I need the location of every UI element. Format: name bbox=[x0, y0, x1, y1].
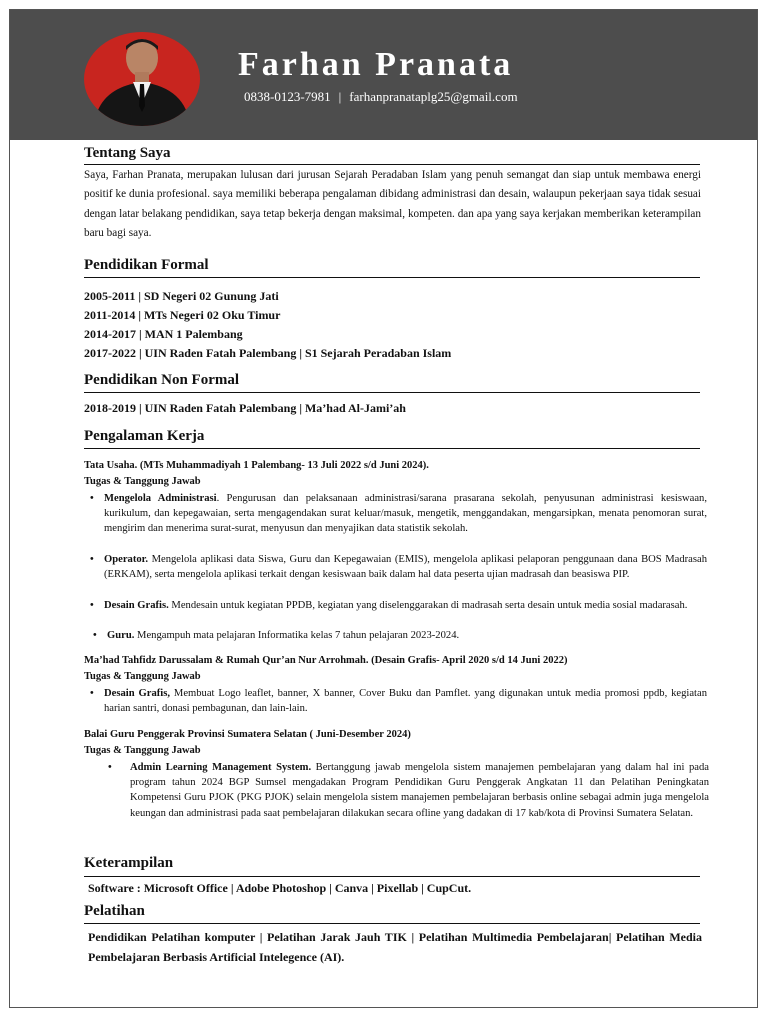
duty-item bbox=[90, 552, 707, 582]
experience-rule bbox=[84, 448, 700, 449]
duty-item-title: Admin Learning Management System. bbox=[130, 762, 312, 773]
about-heading: Tentang Saya bbox=[84, 145, 171, 161]
formal-education-rule bbox=[84, 277, 700, 278]
job-title: Balai Guru Penggerak Provinsi Sumatera Selatan ( Juni-Desember 2024) bbox=[84, 729, 411, 740]
experience-heading: Pengalaman Kerja bbox=[84, 428, 205, 444]
bullet-icon: • bbox=[90, 554, 94, 565]
duty-item bbox=[90, 598, 707, 613]
phone-number: 0838-0123-7981 bbox=[244, 89, 331, 104]
duty-item-title: Guru. bbox=[107, 630, 135, 641]
nonformal-education-rule bbox=[84, 392, 700, 393]
nonformal-education-entry: 2018-2019 | UIN Raden Fatah Palembang | Ma’had Al-Jami’ah bbox=[84, 401, 406, 415]
nonformal-education-heading: Pendidikan Non Formal bbox=[84, 372, 240, 388]
contact-separator: | bbox=[338, 89, 342, 104]
duty-item bbox=[90, 491, 708, 537]
bullet-icon: • bbox=[93, 630, 97, 641]
duty-item bbox=[90, 686, 707, 716]
duty-item-text: Membuat Logo leaflet, banner, X banner, Cover Buku dan Pamflet. yang digunakan untuk media promosi ppdb, kegiatan harian santri, donasi pembagunan, dan lain-lain. bbox=[104, 688, 707, 715]
job-title: Ma’had Tahfidz Darussalam & Rumah Qur’an Nur Arrohmah. (Desain Grafis- April 2020 s/d 14 Juni 2022) bbox=[84, 655, 568, 666]
email-address: farhanpranataplg25@gmail.com bbox=[349, 89, 518, 104]
duty-item-title: Desain Grafis, bbox=[104, 688, 170, 699]
duty-label: Tugas & Tanggung Jawab bbox=[84, 476, 201, 487]
skills-heading: Keterampilan bbox=[84, 855, 174, 871]
duty-item-title: Operator. bbox=[104, 554, 149, 565]
duty-label: Tugas & Tanggung Jawab bbox=[84, 671, 201, 682]
about-rule bbox=[84, 164, 700, 165]
duty-item-text: Mengampuh mata pelajaran Informatika kelas 7 tahun pelajaran 2023-2024. bbox=[134, 630, 460, 641]
duty-item-title: Desain Grafis. bbox=[104, 600, 169, 611]
about-text: Saya, Farhan Pranata, merupakan lulusan dari jurusan Sejarah Peradaban Islam yang penuh semangat dan siap untuk membawa energi positif ke dunia profesional. saya memiliki beberapa pengalaman dibidang administrasi dan desain, walaupun pekerjaan saya tidak sesuai dengan latar belakang pendidikan, saya tetap bekerja dengan maksimal, kompeten. dan apa yang saya kerjakan memberikan keterampilan baru bagi saya. bbox=[84, 169, 701, 239]
contact-info bbox=[244, 89, 518, 105]
duty-item-text: Mendesain untuk kegiatan PPDB, kegiatan yang diselenggarakan di madrasah serta desain untuk media sosial madarasah. bbox=[168, 600, 688, 611]
education-entry: 2017-2022 | UIN Raden Fatah Palembang | S1 Sejarah Peradaban Islam bbox=[84, 346, 452, 360]
education-entry: 2011-2014 | MTs Negeri 02 Oku Timur bbox=[84, 308, 281, 322]
education-entry: 2005-2011 | SD Negeri 02 Gunung Jati bbox=[84, 289, 279, 303]
job-title: Tata Usaha. (MTs Muhammadiyah 1 Palembang- 13 Juli 2022 s/d Juni 2024). bbox=[84, 460, 429, 471]
bullet-icon: • bbox=[90, 688, 94, 699]
bullet-icon: • bbox=[90, 600, 94, 611]
education-entry: 2014-2017 | MAN 1 Palembang bbox=[84, 327, 243, 341]
profile-photo bbox=[84, 32, 200, 126]
training-text: Pendidikan Pelatihan komputer | Pelatihan Jarak Jauh TIK | Pelatihan Multimedia Pembelajaran| Pelatihan Media Pembelajaran Berbasis Artificial Intelegence (AI). bbox=[88, 930, 702, 964]
duty-item-text: Mengelola aplikasi data Siswa, Guru dan Kepegawaian (EMIS), mengelola aplikasi pelaporan penggunaan dana BOS Madrasah (ERKAM), serta mengelola aplikasi terkait dengan kesiswaan baik dalam hal data peserta ujian madrasah dan beasiswa PIP. bbox=[104, 554, 707, 581]
bullet-icon: • bbox=[90, 493, 94, 504]
duty-item bbox=[93, 628, 707, 643]
duty-item-text: . Pengurusan dan pelaksanaan administrasi/sarana prasarana sekolah, penyusunan administrasi kesiswaan, kurikulum, dan kepegawaian, serta mengagendakan surat keluar/masuk, mengetik, menggandakan, mengarsipkan, menata penomoran surat, mengirim dan menerima surat-surat, menyusun dan menyajikan data statistik sekolah. bbox=[104, 493, 708, 535]
duty-label: Tugas & Tanggung Jawab bbox=[84, 745, 201, 756]
bullet-icon: • bbox=[108, 762, 112, 773]
formal-education-heading: Pendidikan Formal bbox=[84, 257, 209, 273]
duty-item-title: Mengelola Administrasi bbox=[104, 493, 217, 504]
skills-text: Software : Microsoft Office | Adobe Photoshop | Canva | Pixellab | CupCut. bbox=[88, 881, 472, 895]
duty-item bbox=[108, 760, 709, 821]
skills-rule bbox=[84, 876, 700, 877]
training-heading: Pelatihan bbox=[84, 903, 145, 919]
training-rule bbox=[84, 923, 700, 924]
duty-item-text: Bertanggung jawab mengelola sistem manajemen pembelajaran yang dalam hal ini pada program tahun 2024 BGP Sumsel mengadakan Program Pendidikan Guru Penggerak Angkatan 11 dan Pelatihan Peningkatan Kompetensi Guru PJOK (PKG PJOK) selain mengelola sistem manajemen pembelajaran berbasis online sebagai admin juga mengelola keungan dan administrasi pada saat pembelajaran dilakukan secara ofline yang dadakan di 17 kab/kota di Provinsi Sumatera Selatan. bbox=[130, 762, 709, 819]
candidate-name: Farhan Pranata bbox=[238, 46, 514, 83]
